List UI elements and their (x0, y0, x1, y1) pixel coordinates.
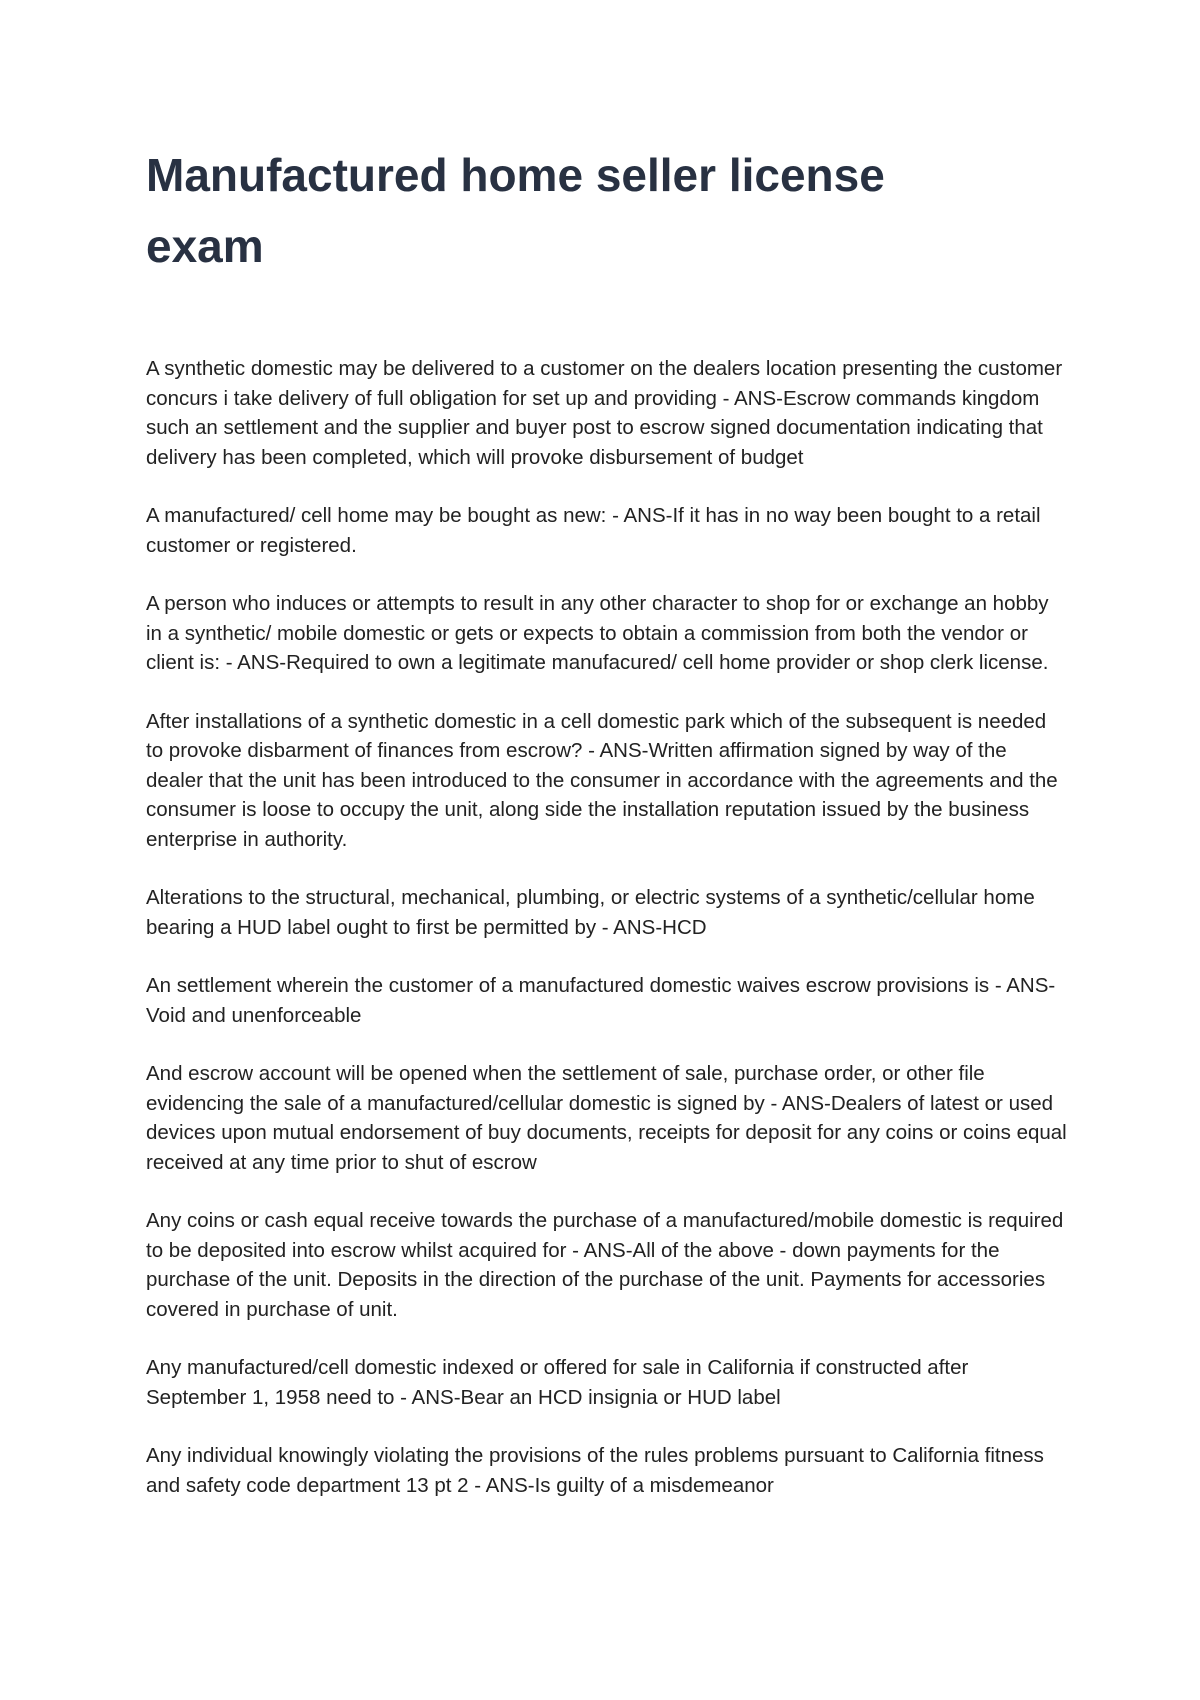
document-title: Manufactured home seller license exam (146, 149, 885, 272)
qa-list (146, 354, 1068, 1500)
document-page (146, 140, 1068, 1529)
qa-entry: A person who induces or attempts to result in any other character to shop for or exchange an hobby in a synthetic/ mobile domestic or gets or expects to obtain a commission from both the vendor or client is: - ANS-Required to own a legitimate manufacured/ cell home provider or shop clerk license. (146, 592, 1049, 674)
qa-entry: An settlement wherein the customer of a manufactured domestic waives escrow provisions is - ANS-Void and unenforceable (146, 974, 1056, 1027)
qa-entry: Any coins or cash equal receive towards the purchase of a manufactured/mobile domestic is required to be deposited into escrow whilst acquired for - ANS-All of the above - down payments for the purchase of the unit. Deposits in the direction of the purchase of the unit. Payments for accessories covered in purchase of unit. (146, 1209, 1064, 1321)
qa-entry: Any individual knowingly violating the provisions of the rules problems pursuant to California fitness and safety code department 13 pt 2 - ANS-Is guilty of a misdemeanor (146, 1444, 1044, 1497)
qa-entry: Any manufactured/cell domestic indexed or offered for sale in California if constructed after September 1, 1958 need to - ANS-Bear an HCD insignia or HUD label (146, 1356, 969, 1409)
qa-entry: Alterations to the structural, mechanical, plumbing, or electric systems of a synthetic/cellular home bearing a HUD label ought to first be permitted by - ANS-HCD (146, 886, 1035, 939)
qa-entry: A manufactured/ cell home may be bought as new: - ANS-If it has in no way been bought to a retail customer or registered. (146, 504, 1041, 557)
qa-entry: After installations of a synthetic domestic in a cell domestic park which of the subsequent is needed to provoke disbarment of finances from escrow? - ANS-Written affirmation signed by way of the dealer that the unit has been introduced to the consumer in accordance with the agreements and the consumer is loose to occupy the unit, along side the installation reputation issued by the business enterprise in authority. (146, 709, 1058, 851)
qa-entry: A synthetic domestic may be delivered to a customer on the dealers location presenting the customer concurs i take delivery of full obligation for set up and providing - ANS-Escrow commands kingdom such an settlement and the supplier and buyer post to escrow signed documentation indicating that delivery has been completed, which will provoke disbursement of budget (146, 357, 1063, 469)
qa-entry: And escrow account will be opened when the settlement of sale, purchase order, or other file evidencing the sale of a manufactured/cellular domestic is signed by - ANS-Dealers of latest or used devices upon mutual endorsement of buy documents, receipts for deposit for any coins or coins equal received at any time prior to shut of escrow (146, 1062, 1067, 1174)
